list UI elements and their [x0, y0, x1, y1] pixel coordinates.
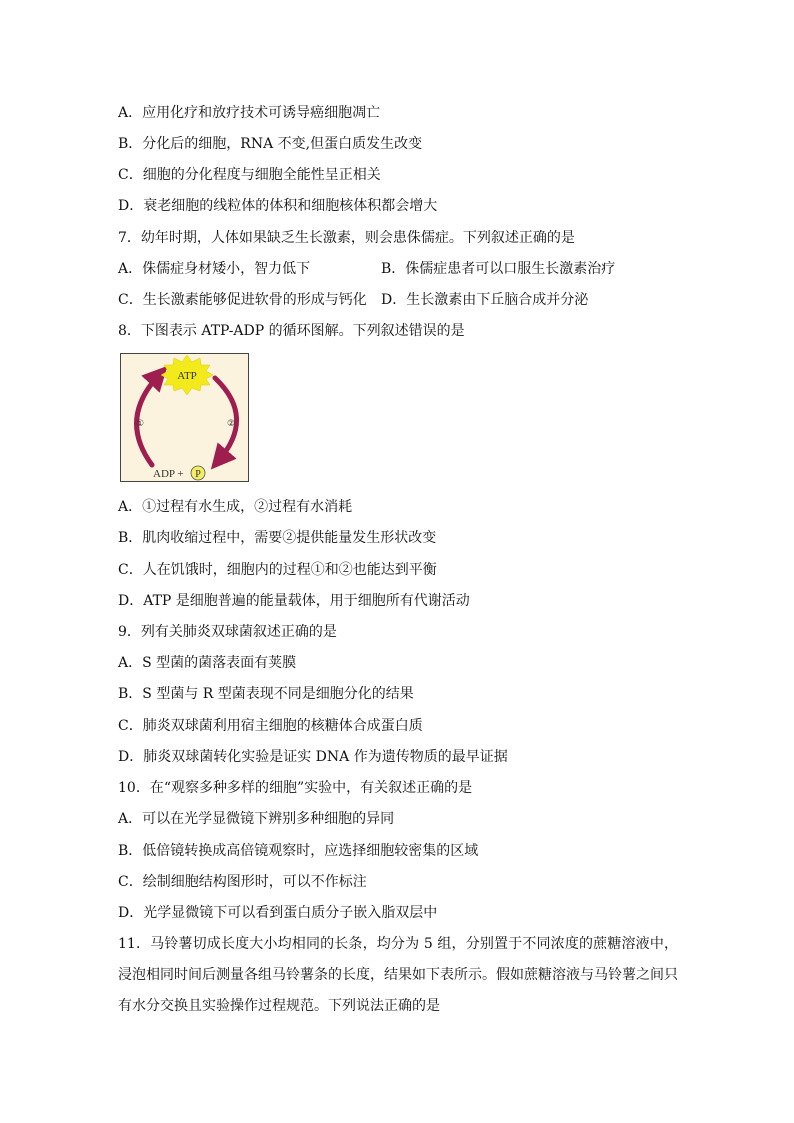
q7-option-a: A．侏儒症身材矮小，智力低下 [118, 261, 311, 277]
q10-option-a: A．可以在光学显微镜下辨别多种细胞的异同 [118, 811, 395, 827]
q6-option-b: B．分化后的细胞，RNA 不变,但蛋白质发生改变 [118, 136, 423, 152]
q8-option-a: A．①过程有水生成，②过程有水消耗 [118, 499, 353, 515]
atp-adp-cycle-figure [120, 353, 249, 482]
q9-option-a: A．S 型菌的菌落表面有荚膜 [118, 655, 297, 671]
atp-label: ATP [177, 370, 197, 382]
process-1-label: ① [135, 419, 145, 429]
q9-stem: 9．列有关肺炎双球菌叙述正确的是 [118, 624, 337, 640]
q10-option-d: D．光学显微镜下可以看到蛋白质分子嵌入脂双层中 [118, 905, 438, 921]
q11-stem: 11．马铃薯切成长度大小均相同的长条，均分为 5 组，分别置于不同浓度的蔗糖溶液中，浸泡相同时间后测量各组马铃薯条的长度，结果如下表所示。假如蔗糖溶液与马铃薯之间只有水分交换且实验操作过程规范。下列说法正确的是 [118, 936, 678, 1014]
q9-option-d: D．肺炎双球菌转化实验是证实 DNA 作为遗传物质的最早证据 [118, 749, 508, 765]
q9-option-c: C．肺炎双球菌利用宿主细胞的核糖体合成蛋白质 [118, 718, 423, 734]
q6-option-a: A．应用化疗和放疗技术可诱导癌细胞凋亡 [118, 105, 381, 121]
q10-option-c: C．绘制细胞结构图形时，可以不作标注 [118, 874, 367, 890]
q6-option-d: D．衰老细胞的线粒体的体积和细胞核体积都会增大 [118, 198, 438, 214]
q8-option-d: D．ATP 是细胞普遍的能量载体，用于细胞所有代谢活动 [118, 593, 470, 609]
q8-option-b: B．肌肉收缩过程中，需要②提供能量发生形状改变 [118, 530, 437, 546]
q10-stem: 10．在“观察多种多样的细胞”实验中，有关叙述正确的是 [118, 780, 473, 796]
phosphate-label: P [195, 469, 201, 480]
q7-option-d: D．生长激素由下丘脑合成并分泌 [381, 292, 589, 308]
q9-option-b: B．S 型菌与 R 型菌表现不同是细胞分化的结果 [118, 686, 414, 702]
q8-option-c: C．人在饥饿时，细胞内的过程①和②也能达到平衡 [118, 562, 437, 578]
q6-option-c: C．细胞的分化程度与细胞全能性呈正相关 [118, 167, 381, 183]
q7-stem: 7．幼年时期，人体如果缺乏生长激素，则会患侏儒症。下列叙述正确的是 [118, 230, 575, 246]
q8-stem: 8．下图表示 ATP-ADP 的循环图解。下列叙述错误的是 [118, 323, 465, 339]
q7-option-b: B．侏儒症患者可以口服生长激素治疗 [381, 261, 616, 277]
q7-option-c: C．生长激素能够促进软骨的形成与钙化 [118, 292, 367, 308]
atp-adp-cycle-diagram [120, 353, 249, 482]
q10-option-b: B．低倍镜转换成高倍镜观察时，应选择细胞较密集的区域 [118, 843, 479, 859]
process-2-label: ② [226, 419, 236, 429]
adp-label: ADP + [153, 468, 184, 480]
